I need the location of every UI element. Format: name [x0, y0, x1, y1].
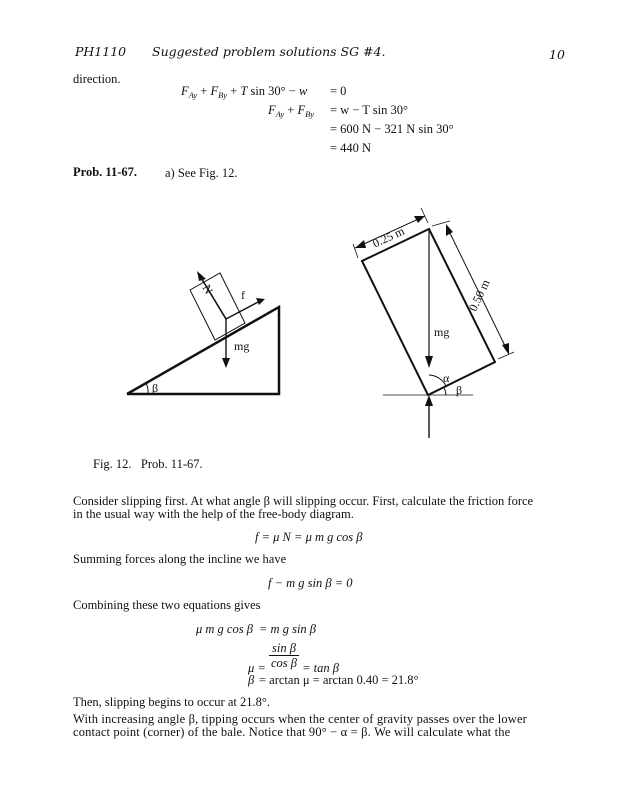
equation-solve-lhs: $F_{Ay} + F_{By}$ — [268, 103, 315, 119]
paragraph-2: Summing forces along the incline we have — [73, 552, 287, 566]
weight-label-left: mg — [234, 339, 250, 353]
paragraph-1-line-1: Consider slipping first. At what angle β will slipping occur. First, calculate the friction force — [73, 494, 534, 508]
normal-arrowhead — [197, 271, 206, 281]
problem-label: Prob. 11-67. — [73, 165, 138, 179]
normal-force-arrow — [200, 276, 226, 319]
equation-beta-rhs: = arctan μ = arctan 0.40 = 21.8° — [259, 673, 419, 687]
equation-solve-rhs: = w − T sin 30° — [330, 103, 409, 117]
paragraph-4: Then, slipping begins to occur at 21.8°. — [73, 695, 270, 709]
height-label: 0.50 m — [465, 277, 493, 314]
normal-force-label: N — [199, 281, 216, 297]
mu-rhs: = tan β — [302, 661, 339, 676]
paragraph-5-line-1: With increasing angle β, tipping occurs when the center of gravity passes over the lower — [73, 712, 527, 726]
friction-arrowhead — [256, 298, 265, 305]
weight-arrowhead — [222, 358, 230, 368]
equation-mu — [248, 641, 339, 676]
mu-lhs: μ = — [248, 661, 266, 676]
mu-numerator: sin β — [269, 641, 299, 656]
beta-angle-arc-right — [444, 388, 446, 395]
equation-sum-forces-lhs: $F_{Ay} + F_{By} + T$ sin 30° − w — [181, 84, 308, 100]
width-arrowhead-left — [355, 240, 366, 248]
page-number: 10 — [549, 47, 565, 62]
figure-caption: Fig. 12. Prob. 11-67. — [93, 457, 203, 471]
width-arrowhead-right — [414, 216, 425, 223]
gravity-arrowhead — [425, 356, 433, 368]
beta-label-left: β — [152, 381, 159, 395]
width-label: 0.25 m — [370, 223, 407, 251]
equation-beta-lhs: β — [248, 673, 255, 687]
paragraph-3: Combining these two equations gives — [73, 598, 261, 612]
problem-part-a: a) See Fig. 12. — [165, 166, 238, 180]
equation-combine-rhs: = m g sin β — [259, 622, 317, 636]
height-arrowhead-top — [446, 224, 453, 236]
paragraph-1-line-2: in the usual way with the help of the free-body diagram. — [73, 507, 354, 521]
incline-triangle — [127, 307, 279, 394]
mu-denominator: cos β — [270, 656, 297, 670]
paragraph-5-line-2: contact point (corner) of the bale. Notice that 90° − α = β. We will calculate what the — [73, 725, 511, 739]
alpha-label: α — [443, 371, 450, 385]
equation-result-rhs: = 440 N — [330, 141, 372, 155]
beta-label-right: β — [456, 383, 463, 397]
equation-sum-incline: f − m g sin β = 0 — [268, 576, 353, 590]
height-arrowhead-bottom — [502, 343, 509, 355]
course-code: PH1110 — [75, 44, 127, 59]
equation-substitute-rhs: = 600 N − 321 N sin 30° — [330, 122, 454, 136]
equation-combine-lhs: μ m g cos β — [196, 622, 253, 636]
document-title: Suggested problem solutions SG #4. — [152, 44, 386, 59]
lead-text: direction. — [73, 72, 121, 86]
friction-label: f — [241, 288, 245, 302]
weight-label-right: mg — [434, 325, 450, 339]
equation-sum-forces-rhs: = 0 — [330, 84, 347, 98]
friction-arrow — [226, 301, 260, 319]
beta-angle-arc — [146, 383, 148, 394]
equation-friction: f = μ N = μ m g cos β — [255, 530, 363, 544]
normal-up-arrowhead — [425, 395, 433, 406]
